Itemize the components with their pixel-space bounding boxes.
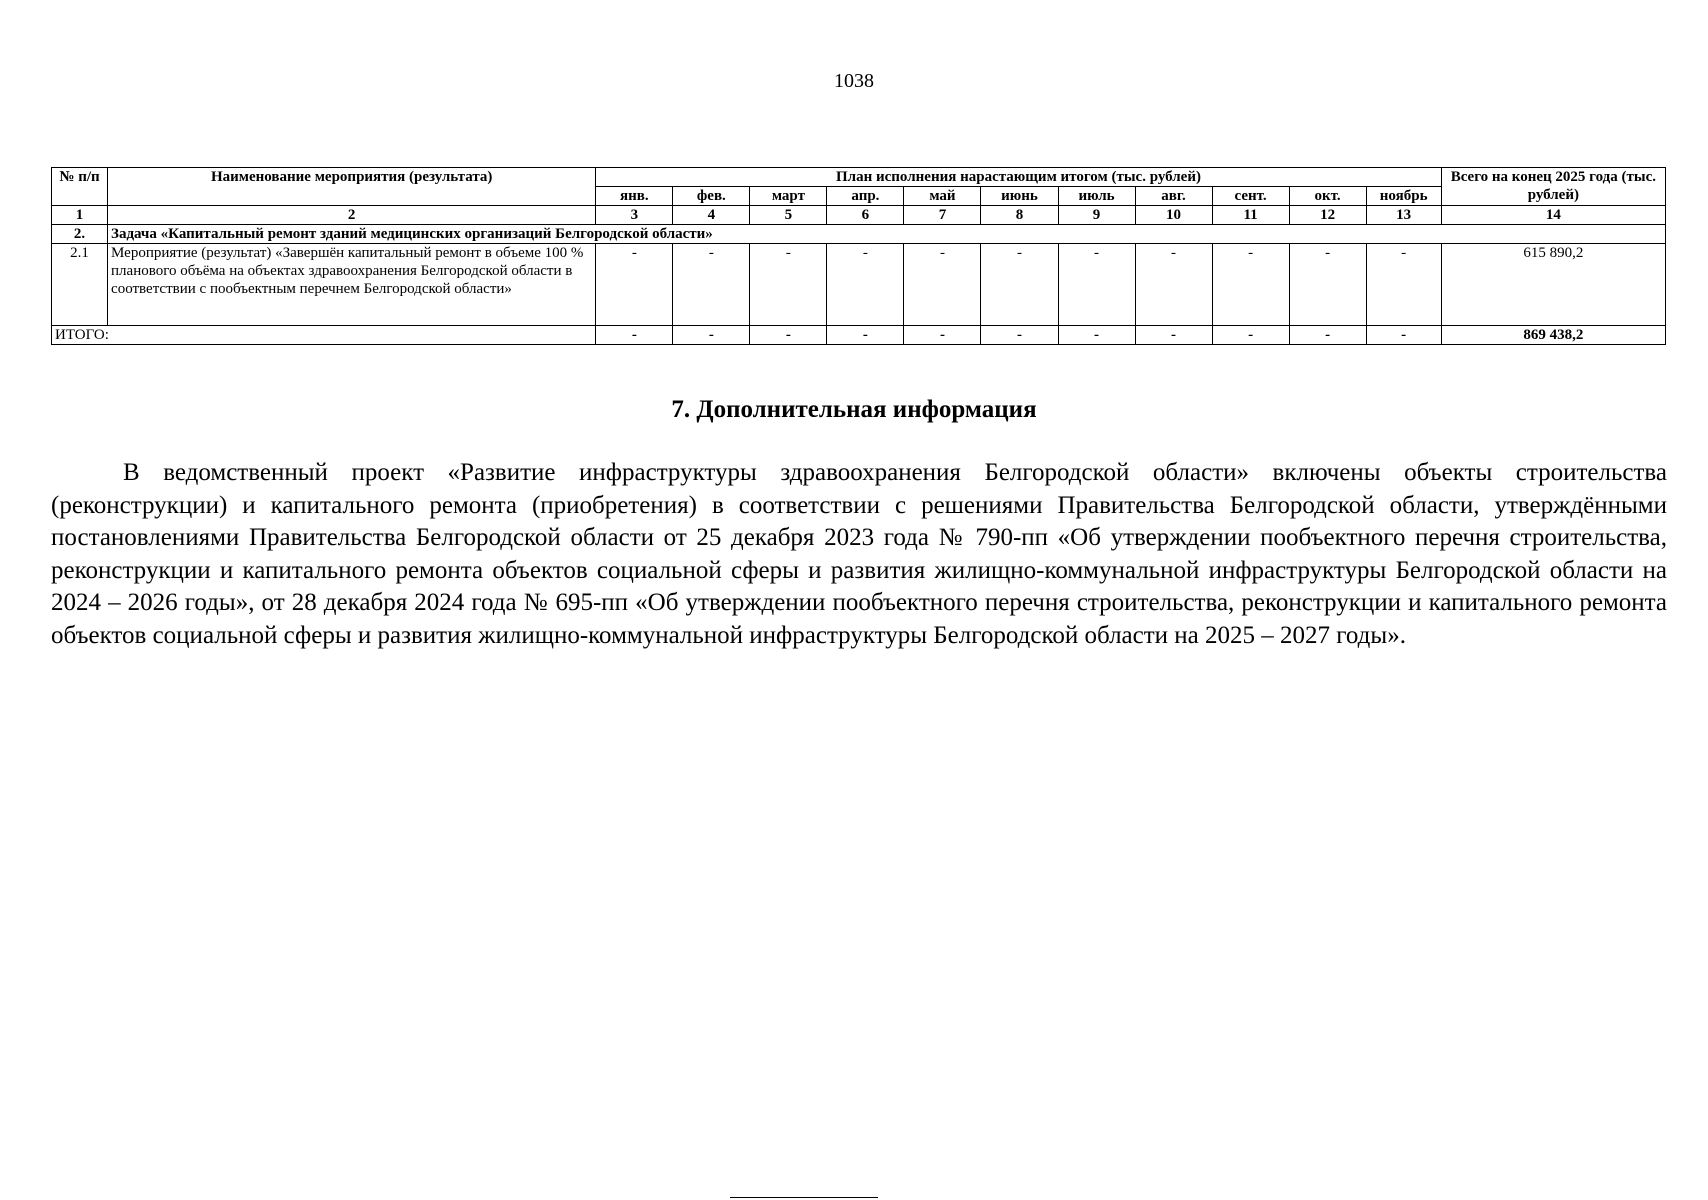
total-month-value: - [1289,326,1366,345]
total-month-value: - [827,326,904,345]
header-month: фев. [673,187,750,206]
item-num: 2.1 [52,244,108,326]
table-row [52,244,1666,326]
header-month: апр. [827,187,904,206]
header-month: ноябрь [1366,187,1441,206]
column-number: 1 [52,206,108,225]
item-name: Мероприятие (результат) «Завершён капитальный ремонт в объеме 100 % планового объёма на объектах здравоохранения Белгородской области в соответствии с пообъектным перечнем Белгородской области» [108,244,596,326]
column-number: 4 [673,206,750,225]
column-number: 10 [1135,206,1212,225]
total-month-value: - [673,326,750,345]
item-month-value: - [1058,244,1135,326]
task-num: 2. [52,225,108,244]
total-month-value: - [1366,326,1441,345]
total-month-value: - [750,326,827,345]
header-month: окт. [1289,187,1366,206]
column-number: 9 [1058,206,1135,225]
item-month-value: - [750,244,827,326]
header-month: июль [1058,187,1135,206]
column-number: 3 [596,206,673,225]
header-row-1 [52,168,1666,187]
header-month: авг. [1135,187,1212,206]
column-number: 13 [1366,206,1441,225]
column-number: 5 [750,206,827,225]
item-month-value: - [1135,244,1212,326]
header-total: Всего на конец 2025 года (тыс. рублей) [1441,168,1665,206]
column-number: 14 [1441,206,1665,225]
total-label: ИТОГО: [52,326,596,345]
page-number: 1038 [834,70,874,92]
column-number: 7 [904,206,981,225]
column-number: 8 [981,206,1058,225]
grand-total: 869 438,2 [1441,326,1665,345]
item-month-value: - [596,244,673,326]
total-month-value: - [981,326,1058,345]
header-plan: План исполнения нарастающим итогом (тыс. рублей) [596,168,1441,187]
column-number: 2 [108,206,596,225]
total-month-value: - [1135,326,1212,345]
item-month-value: - [1366,244,1441,326]
item-month-value: - [673,244,750,326]
task-row [52,225,1666,244]
header-month: янв. [596,187,673,206]
item-month-value: - [1212,244,1289,326]
column-number: 12 [1289,206,1366,225]
header-month: июнь [981,187,1058,206]
item-month-value: - [981,244,1058,326]
footer-divider [730,1197,878,1198]
total-month-value: - [596,326,673,345]
task-title: Задача «Капитальный ремонт зданий медицинских организаций Белгородской области» [108,225,1666,244]
item-total: 615 890,2 [1441,244,1665,326]
column-number: 11 [1212,206,1289,225]
header-name: Наименование мероприятия (результата) [108,168,596,206]
header-num: № п/п [52,168,108,206]
total-month-value: - [1058,326,1135,345]
column-number-row [52,206,1666,225]
total-row [52,326,1666,345]
total-month-value: - [1212,326,1289,345]
item-month-value: - [904,244,981,326]
total-month-value: - [904,326,981,345]
header-month: март [750,187,827,206]
item-month-value: - [1289,244,1366,326]
plan-table [51,167,1666,345]
header-month: сент. [1212,187,1289,206]
section-paragraph: В ведомственный проект «Развитие инфраструктуры здравоохранения Белгородской области» включены объекты строительства (реконструкции) и капитального ремонта (приобретения) в соответствии с решениями Правительства Белгородской области, утверждёнными постановлениями Правительства Белгородской области от 25 декабря 2023 года № 790-пп «Об утверждении пообъектного перечня строительства, реконструкции и капитального ремонта объектов социальной сферы и развития жилищно-коммунальной инфраструктуры Белгородской области на 2024 – 2026 годы», от 28 декабря 2024 года № 695-пп «Об утверждении пообъектного перечня строительства, реконструкции и капитального ремонта объектов социальной сферы и развития жилищно-коммунальной инфраструктуры Белгородской области на 2025 – 2027 годы». [51,459,1667,649]
column-number: 6 [827,206,904,225]
section-title: 7. Дополнительная информация [671,396,1037,423]
item-month-value: - [827,244,904,326]
header-month: май [904,187,981,206]
